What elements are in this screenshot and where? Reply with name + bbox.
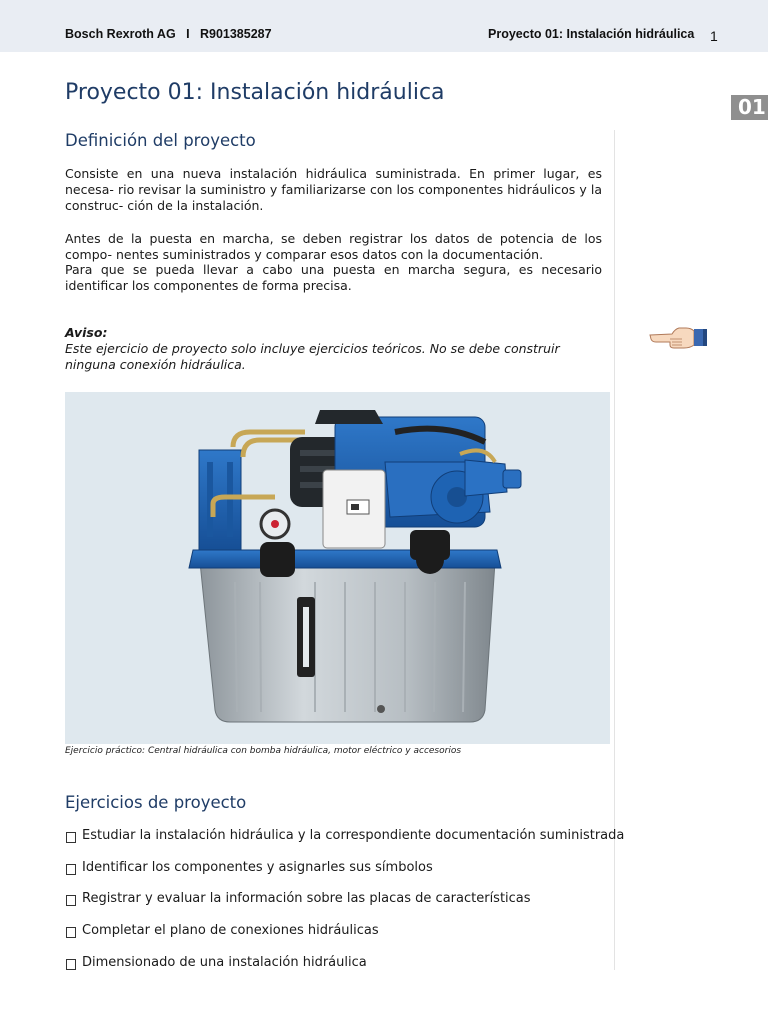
pointing-hand-icon: [648, 323, 708, 351]
list-item: [65, 954, 624, 986]
notice-title: Aviso:: [65, 325, 108, 340]
checkbox-icon: [66, 927, 76, 938]
definition-heading: Definición del proyecto: [65, 131, 256, 150]
checkbox-icon: [66, 832, 76, 843]
header-company: Bosch Rexroth AG I R901385287: [65, 27, 272, 41]
hydraulic-unit-photo: [65, 392, 610, 744]
page-title: Proyecto 01: Instalación hidráulica: [65, 80, 445, 105]
header-project-title: Proyecto 01: Instalación hidráulica: [488, 27, 695, 41]
exercises-list: [65, 827, 624, 985]
page-number: 1: [710, 28, 718, 44]
list-item: [65, 859, 624, 891]
hydraulic-unit-illustration: [65, 392, 610, 744]
chapter-tab: 01: [731, 95, 768, 120]
figure-caption: Ejercicio práctico: Central hidráulica con bomba hidráulica, motor eléctrico y accesorios: [65, 746, 462, 756]
list-item-label: Identificar los componentes y asignarles sus símbolos: [82, 859, 433, 875]
definition-paragraph-1: Consiste en una nueva instalación hidráulica suministrada. En primer lugar, es necesa- rio revisar la suministro y familiarizarse con los componentes hidráulicos y la construc- ción de la instalación.: [65, 166, 602, 213]
definition-paragraph-2: Antes de la puesta en marcha, se deben registrar los datos de potencia de los compo- nentes suministrados y comparar esos datos con la documentación.: [65, 231, 602, 262]
notice-text: Este ejercicio de proyecto solo incluye ejercicios teóricos. No se debe construir ninguna conexión hidráulica.: [65, 341, 560, 372]
list-item: [65, 922, 624, 954]
list-item-label: Registrar y evaluar la información sobre las placas de características: [82, 891, 531, 907]
exercises-heading: Ejercicios de proyecto: [65, 793, 247, 812]
checkbox-icon: [66, 895, 76, 906]
list-item-label: Dimensionado de una instalación hidráulica: [82, 954, 367, 970]
checkbox-icon: [66, 959, 76, 970]
definition-paragraph-3: Para que se pueda llevar a cabo una puesta en marcha segura, es necesario identificar los componentes de forma precisa.: [65, 262, 602, 293]
list-item-label: Estudiar la instalación hidráulica y la correspondiente documentación suministrada: [82, 828, 625, 843]
list-item: [65, 890, 624, 922]
list-item: [65, 827, 624, 859]
checkbox-icon: [66, 864, 76, 875]
page-header: [0, 0, 768, 52]
list-item-label: Completar el plano de conexiones hidráulicas: [82, 923, 379, 939]
